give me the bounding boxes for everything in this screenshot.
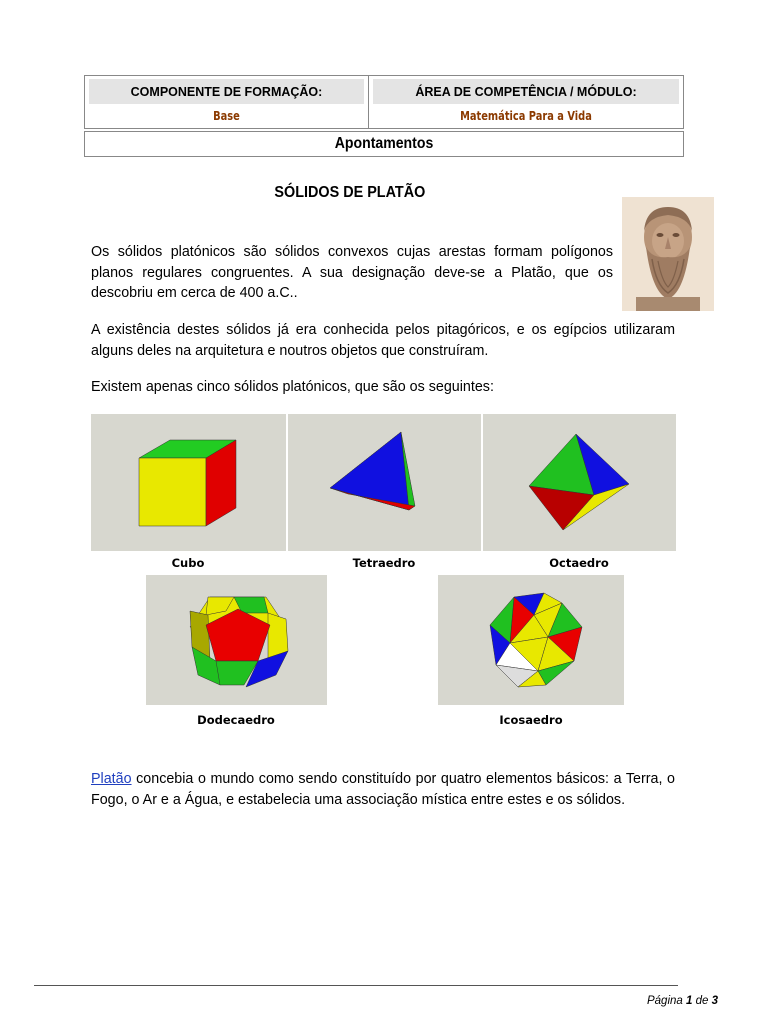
caption-icosaedro: Icosaedro xyxy=(499,713,563,727)
paragraph-pythagoreans: A existência destes sólidos já era conhecida pelos pitagóricos, e os egípcios utilizaram alguns deles na arquitetura e noutros objetos que construíram. xyxy=(91,322,675,359)
paragraph-five-solids: Existem apenas cinco sólidos platónicos, que são os seguintes: xyxy=(91,379,494,395)
footer-divider xyxy=(34,985,678,986)
area-cell xyxy=(369,76,683,128)
paragraph-elements-text: concebia o mundo como sendo constituído por quatro elementos básicos: a Terra, o Fogo, o Ar e a Água, e estabelecia uma associação mística entre estes e os sólidos. xyxy=(91,771,675,808)
page-number-total: 3 xyxy=(711,995,718,1007)
section-label: Apontamentos xyxy=(334,135,434,152)
componente-label: COMPONENTE DE FORMAÇÃO: xyxy=(89,79,364,104)
paragraph-elements xyxy=(91,769,675,810)
page-number-middle: de xyxy=(692,995,712,1007)
dodecahedron-figure xyxy=(146,575,327,705)
area-value: Matemática Para a Vida xyxy=(460,109,592,123)
caption-tetraedro: Tetraedro xyxy=(352,556,416,570)
page-number xyxy=(647,995,718,1007)
page-title xyxy=(200,184,500,202)
plato-link[interactable]: Platão xyxy=(91,771,132,787)
page-title-text: SÓLIDOS DE PLATÃO xyxy=(274,184,426,201)
plato-bust-image xyxy=(622,197,714,311)
componente-value: Base xyxy=(213,109,240,123)
section-label-box xyxy=(84,131,684,157)
page-number-current: 1 xyxy=(686,995,693,1007)
icosahedron-figure xyxy=(438,575,624,705)
caption-octaedro: Octaedro xyxy=(549,556,609,570)
caption-dodecaedro: Dodecaedro xyxy=(197,713,275,727)
cube-figure xyxy=(91,414,286,551)
paragraph-intro: Os sólidos platónicos são sólidos convexos cujas arestas formam polígonos planos regulares congruentes. A sua designação deve-se a Platão, que os descobriu em cerca de 400 a.C.. xyxy=(91,244,613,301)
octahedron-figure xyxy=(483,414,676,551)
header-table xyxy=(84,75,684,129)
tetrahedron-figure xyxy=(288,414,481,551)
componente-cell xyxy=(85,76,369,128)
caption-cubo: Cubo xyxy=(171,556,205,570)
area-label: ÁREA DE COMPETÊNCIA / MÓDULO: xyxy=(373,79,679,104)
page-number-prefix: Página xyxy=(646,995,686,1007)
